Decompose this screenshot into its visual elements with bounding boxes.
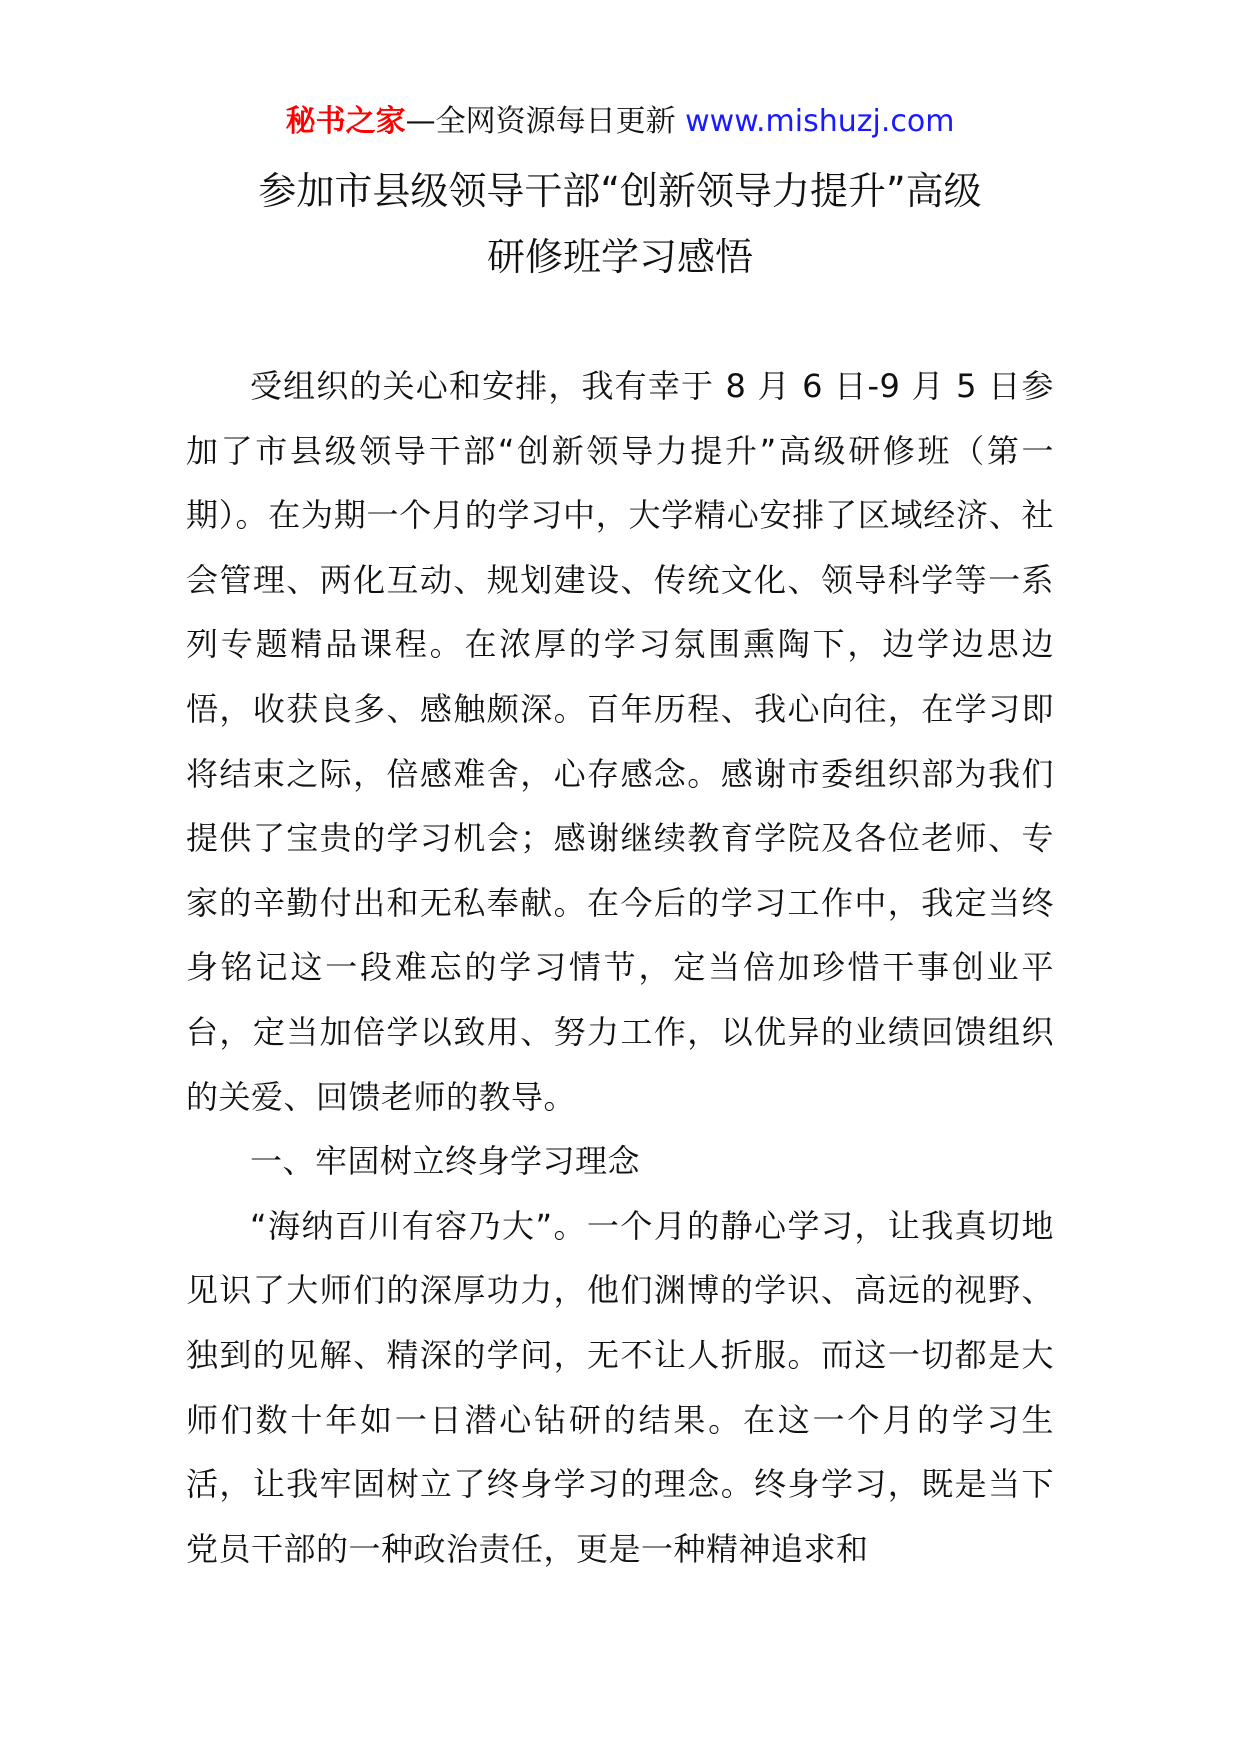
watermark-header — [0, 100, 1240, 144]
title-line-1: 参加市县级领导干部“创新领导力提升”高级 — [258, 169, 982, 213]
title-line-2: 研修班学习感悟 — [486, 235, 753, 279]
paragraph-section-1: “海纳百川有容乃大”。一个月的静心学习，让我真切地见识了大师们的深厚功力，他们渊博的学识、高远的视野、独到的见解、精深的学问，无不让人折服。而这一切都是大师们数十年如一日潜心钻研的结果。在这一个月的学习生活，让我牢固树立了终身学习的理念。终身学习，既是当下党员干部的一种政治责任，更是一种精神追求和 — [186, 1206, 1054, 1568]
header-tagline: —全网资源每日更新 — [405, 104, 686, 139]
paragraph-intro: 受组织的关心和安排，我有幸于 8 月 6 日-9 月 5 日参加了市县级领导干部“创新领导力提升”高级研修班（第一期）。在为期一个月的学习中，大学精心安排了区域经济、社会管理、两化互动、规划建设、传统文化、领导科学等一系列专题精品课程。在浓厚的学习氛围熏陶下，边学边思边悟，收获良多、感触颇深。百年历程、我心向往，在学习即将结束之际，倍感难舍，心存感念。感谢市委组织部为我们提供了宝贵的学习机会；感谢继续教育学院及各位老师、专家的辛勤付出和无私奉献。在今后的学习工作中，我定当终身铭记这一段难忘的学习情节，定当倍加珍惜干事创业平台，定当加倍学以致用、努力工作，以优异的业绩回馈组织的关爱、回馈老师的教导。 — [186, 367, 1054, 1116]
document-body — [186, 354, 1054, 1581]
site-url: www.mishuzj.com — [685, 104, 955, 139]
document-title — [180, 158, 1060, 290]
section-heading-1: 一、牢固树立终身学习理念 — [250, 1142, 641, 1181]
brand-name: 秘书之家 — [285, 104, 406, 139]
